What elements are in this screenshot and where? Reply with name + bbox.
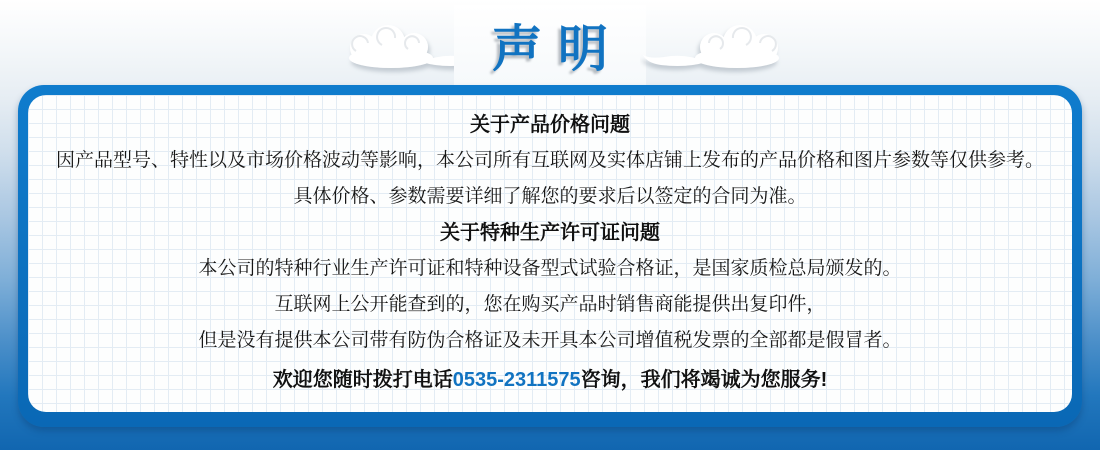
statement-line: 但是没有提供本公司带有防伪合格证及未开具本公司增值税发票的全部都是假冒者。 <box>198 330 902 351</box>
statement-card-inner <box>28 95 1072 412</box>
statement-line: 本公司的特种行业生产许可证和特种设备型式试验合格证，是国家质检总局颁发的。 <box>198 258 902 279</box>
page-title: 声明 <box>492 21 624 77</box>
contact-prefix: 欢迎您随时拨打电话 <box>272 369 453 391</box>
statement-line: 因产品型号、特性以及市场价格波动等影响，本公司所有互联网及实体店铺上发布的产品价格和图片参数等仅供参考。 <box>55 150 1044 171</box>
section-heading-license: 关于特种生产许可证问题 <box>440 222 660 244</box>
phone-number: 0535-2311575 <box>452 369 581 391</box>
contact-suffix: 咨询，我们将竭诚为您服务! <box>580 369 828 391</box>
statement-line: 互联网上公开能查到的，您在购买产品时销售商能提供出复印件， <box>274 294 826 315</box>
cloud-icon <box>640 20 792 76</box>
title-box <box>454 5 646 85</box>
statement-card <box>18 85 1082 427</box>
statement-line: 具体价格、参数需要详细了解您的要求后以签定的合同为准。 <box>293 186 807 207</box>
section-heading-price: 关于产品价格问题 <box>470 114 630 136</box>
statement-header <box>0 0 1100 85</box>
contact-line <box>28 361 1072 399</box>
